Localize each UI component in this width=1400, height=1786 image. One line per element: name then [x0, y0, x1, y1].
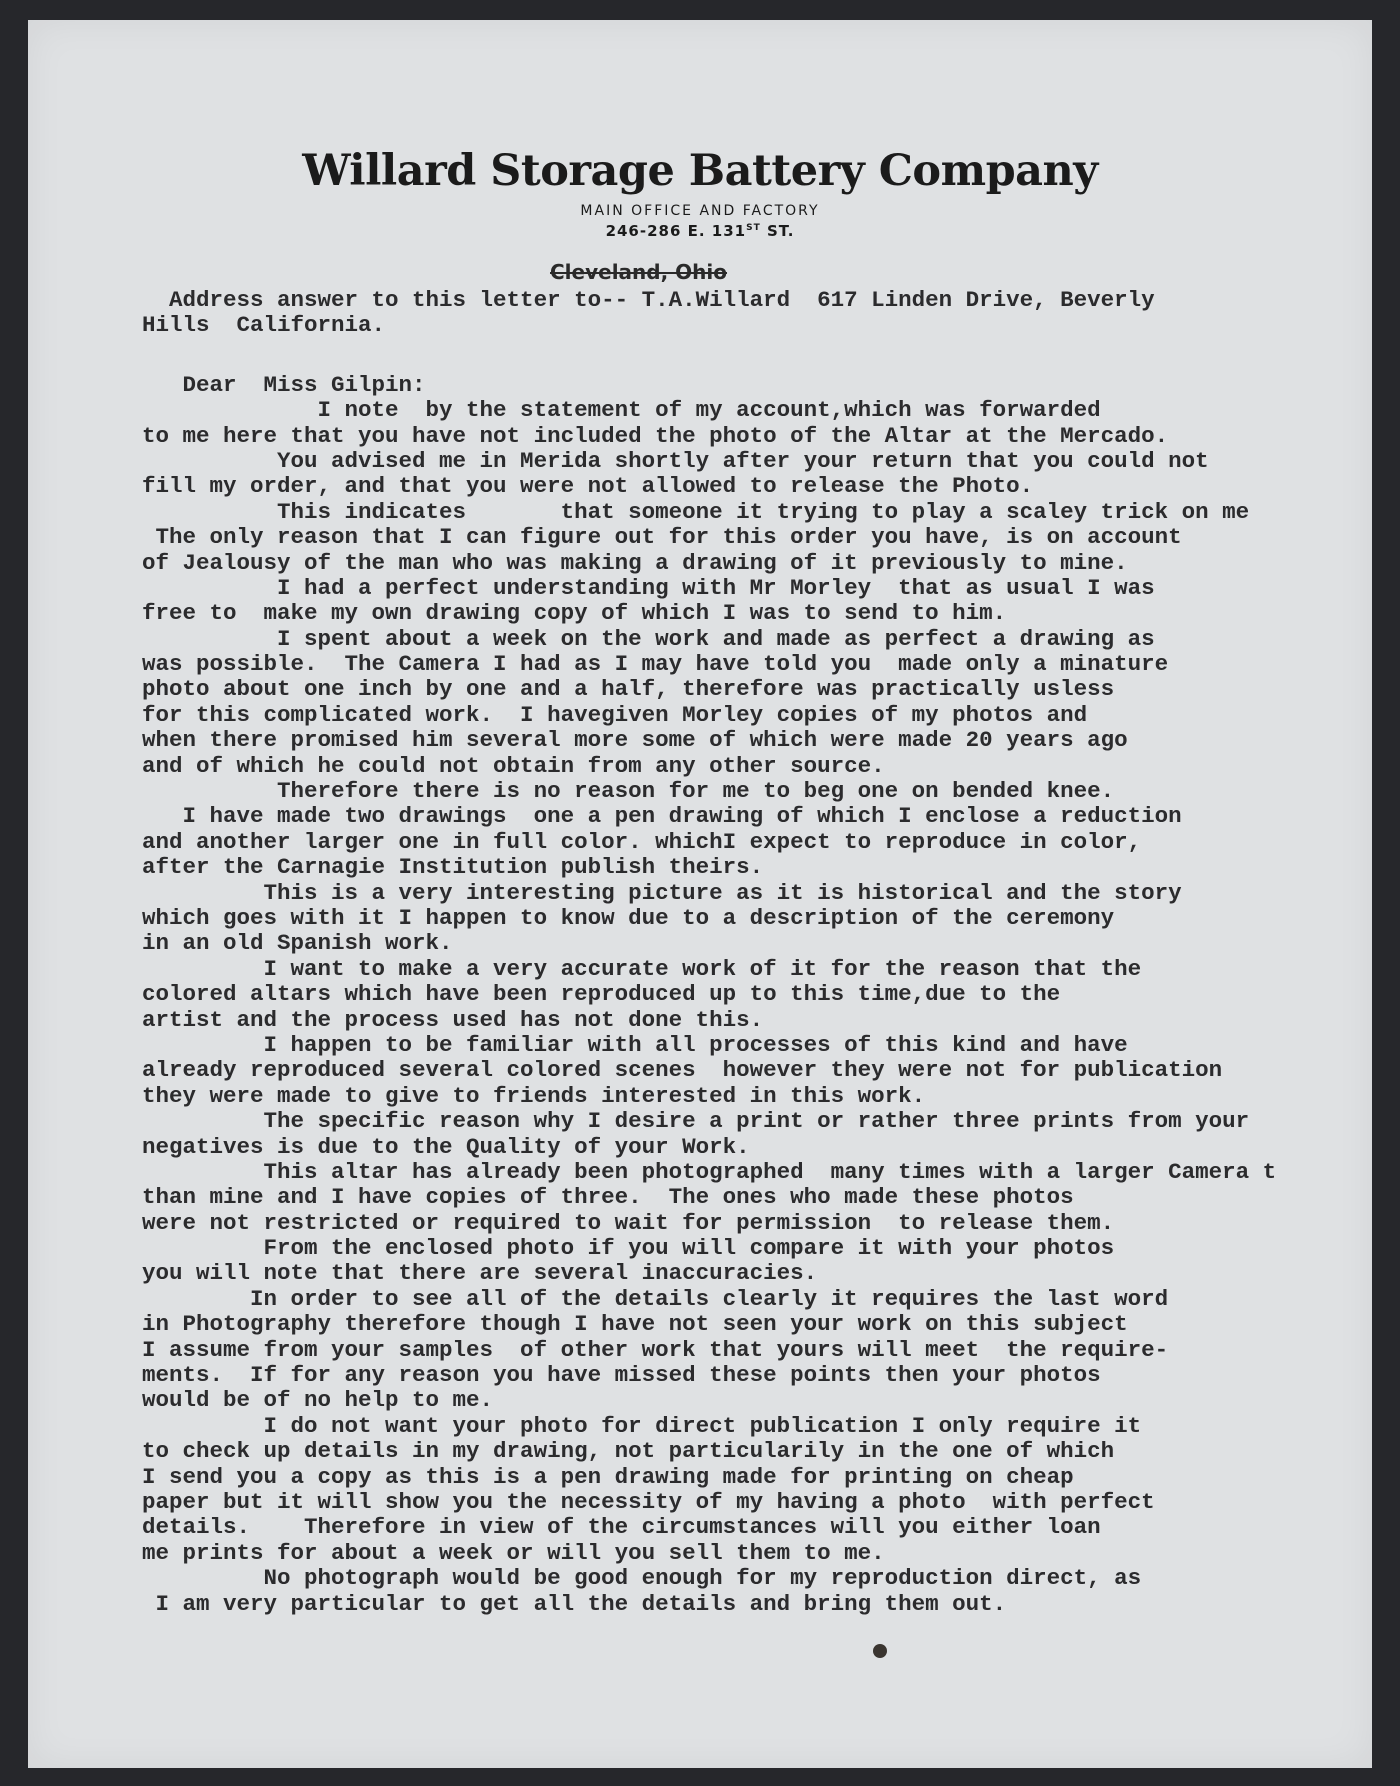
letter-line: colored altars which have been reproduced up to this time,due to the: [142, 981, 1061, 1008]
letter-line: Dear Miss Gilpin:: [142, 371, 426, 398]
letter-line: I send you a copy as this is a pen drawing made for printing on cheap: [142, 1463, 1074, 1490]
letter-line: The only reason that I can figure out for this order you have, is on account: [142, 524, 1182, 551]
street-suffix: ST.: [760, 222, 795, 240]
letter-body: [142, 288, 1400, 1617]
letter-line: From the enclosed photo if you will compare it with your photos: [142, 1235, 1115, 1262]
letter-line: This altar has already been photographed many times with a larger Camera t: [142, 1158, 1277, 1185]
letter-line: ments. If for any reason you have missed these points then your photos: [142, 1362, 1101, 1389]
letter-line: they were made to give to friends interested in this work.: [142, 1082, 926, 1109]
letter-line: and of which he could not obtain from any other source.: [142, 752, 885, 779]
letter-line: I assume from your samples of other work that yours will meet the require-: [142, 1336, 1169, 1363]
letter-line: me prints for about a week or will you sell them to me.: [142, 1539, 885, 1566]
letter-line: I spent about a week on the work and made as perfect a drawing as: [142, 625, 1155, 652]
letter-line: negatives is due to the Quality of your Work.: [142, 1133, 750, 1160]
street-number: 246-286 E. 131: [605, 222, 747, 240]
letter-line: This is a very interesting picture as it is historical and the story: [142, 879, 1182, 906]
letter-line: in an old Spanish work.: [142, 930, 453, 957]
letter-line: I want to make a very accurate work of it for the reason that the: [142, 955, 1142, 982]
letter-line: to me here that you have not included the photo of the Altar at the Mercado.: [142, 422, 1169, 449]
letter-line: after the Carnagie Institution publish theirs.: [142, 854, 764, 881]
letter-line: Therefore there is no reason for me to beg one on bended knee.: [142, 778, 1115, 805]
letter-line: I had a perfect understanding with Mr Morley that as usual I was: [142, 574, 1155, 601]
letter-line: to check up details in my drawing, not particularily in the one of which: [142, 1438, 1115, 1465]
company-name: Willard Storage Battery Company: [302, 146, 1098, 196]
letter-line: You advised me in Merida shortly after your return that you could not: [142, 447, 1209, 474]
letter-line: than mine and I have copies of three. The ones who made these photos: [142, 1184, 1074, 1211]
letter-line: In order to see all of the details clearly it requires the last word: [142, 1285, 1169, 1312]
letter-line: in Photography therefore though I have not seen your work on this subject: [142, 1311, 1128, 1338]
letter-line: fill my order, and that you were not allowed to release the Photo.: [142, 473, 1034, 500]
letter-line: The specific reason why I desire a print or rather three prints from your: [142, 1108, 1250, 1135]
letter-line: were not restricted or required to wait for permission to release them.: [142, 1209, 1115, 1236]
letter-line: free to make my own drawing copy of which I was to send to him.: [142, 600, 1007, 627]
street-superscript: ST: [746, 223, 761, 233]
letter-line: of Jealousy of the man who was making a drawing of it previously to mine.: [142, 549, 1128, 576]
address-line-1: Address answer to this letter to-- T.A.Willard 617 Linden Drive, Beverly: [142, 287, 1155, 313]
letter-page: [28, 20, 1372, 1768]
letter-line: when there promised him several more some of which were made 20 years ago: [142, 727, 1128, 754]
letter-line: No photograph would be good enough for my reproduction direct, as: [142, 1565, 1142, 1592]
letter-line: paper but it will show you the necessity of my having a photo with perfect: [142, 1488, 1155, 1515]
letter-line: I am very particular to get all the details and bring them out.: [142, 1590, 1007, 1617]
letter-line: you will note that there are several inaccuracies.: [142, 1260, 818, 1287]
struck-city: Cleveland, Ohio: [550, 260, 728, 284]
address-line-2: Hills California.: [142, 312, 386, 339]
letter-line: for this complicated work. I havegiven Morley copies of my photos and: [142, 701, 1088, 728]
letter-line: I note by the statement of my account,which was forwarded: [142, 397, 1101, 424]
letter-line: I happen to be familiar with all processes of this kind and have: [142, 1031, 1128, 1058]
letter-line: already reproduced several colored scenes however they were not for publication: [142, 1057, 1223, 1084]
letter-line: details. Therefore in view of the circumstances will you either loan: [142, 1514, 1101, 1541]
office-line: MAIN OFFICE AND FACTORY: [580, 203, 820, 219]
letter-line: I have made two drawings one a pen drawing of which I enclose a reduction: [142, 803, 1182, 830]
letter-line: I do not want your photo for direct publication I only require it: [142, 1412, 1142, 1439]
ink-dot: [873, 1644, 887, 1658]
letter-line: photo about one inch by one and a half, therefore was practically usless: [142, 676, 1115, 703]
letter-line: and another larger one in full color. whichI expect to reproduce in color,: [142, 828, 1142, 855]
letter-line: artist and the process used has not done this.: [142, 1006, 764, 1033]
letter-line: which goes with it I happen to know due to a description of the ceremony: [142, 904, 1115, 931]
letter-line: would be of no help to me.: [142, 1387, 494, 1414]
street-address: [28, 222, 1372, 240]
letter-line: This indicates that someone it trying to play a scaley trick on me: [142, 498, 1250, 525]
letterhead: [28, 145, 1372, 240]
letter-line: was possible. The Camera I had as I may have told you made only a minature: [142, 651, 1169, 678]
